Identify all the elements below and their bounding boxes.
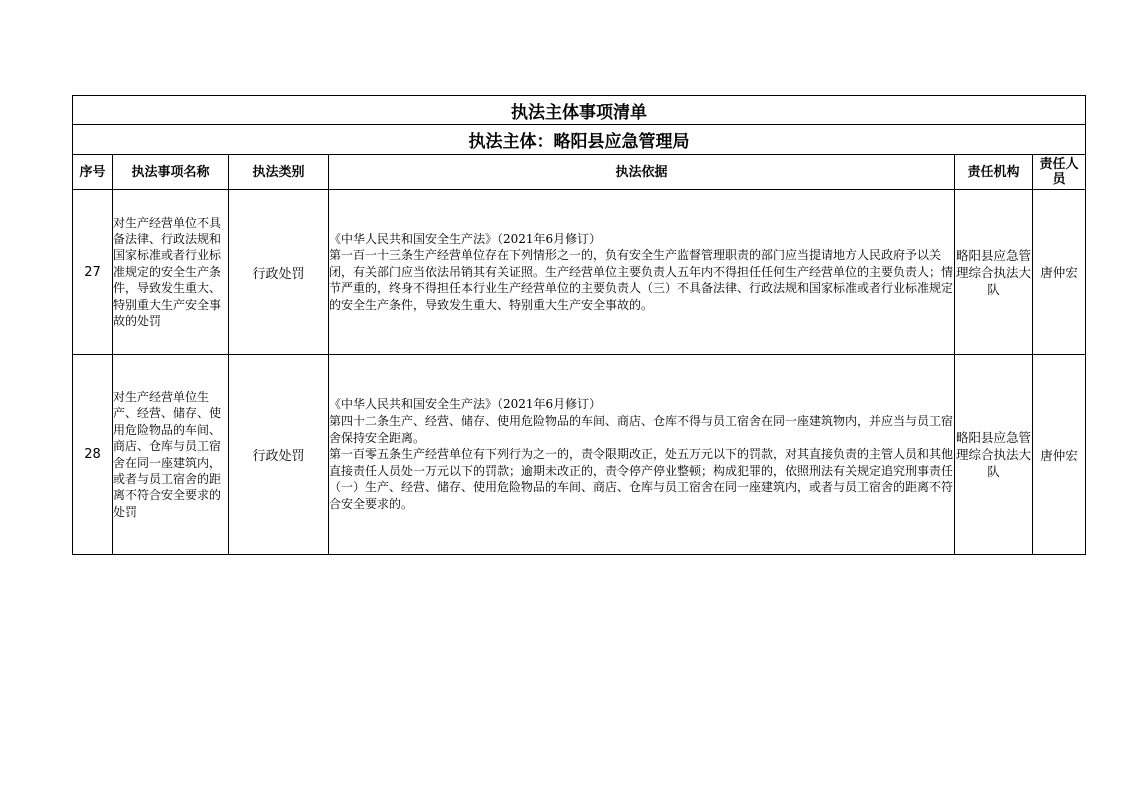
basis-article: 第四十二条生产、经营、储存、使用危险物品的车间、商店、仓库不得与员工宿舍在同一座建筑物内，并应当与员工宿舍保持安全距离。 bbox=[329, 414, 954, 445]
header-org: 责任机构 bbox=[955, 155, 1033, 190]
header-person: 责任人员 bbox=[1033, 155, 1086, 190]
basis-article: 第一百一十三条生产经营单位存在下列情形之一的，负有安全生产监督管理职责的部门应当提请地方人民政府予以关闭，有关部门应当依法吊销其有关证照。生产经营单位主要负责人五年内不得担任任何生产经营单位的主要负责人；情节严重的，终身不得担任本行业生产经营单位的主要负责人（三）不具备法律、行政法规和国家标准或者行业标准规定的安全生产条件，导致发生重大、特别重大生产安全事故的。 bbox=[329, 248, 954, 312]
row-item-name: 对生产经营单位不具备法律、行政法规和国家标准或者行业标准规定的安全生产条件，导致发生重大、特别重大生产安全事故的处罚 bbox=[113, 190, 229, 355]
row-basis bbox=[329, 355, 955, 555]
row-type: 行政处罚 bbox=[229, 355, 329, 555]
row-basis bbox=[329, 190, 955, 355]
row-person: 唐仲宏 bbox=[1033, 190, 1086, 355]
sheet-subtitle: 执法主体：略阳县应急管理局 bbox=[73, 125, 1086, 155]
row-num: 27 bbox=[73, 190, 113, 355]
basis-article: 第一百零五条生产经营单位有下列行为之一的，责令限期改正，处五万元以下的罚款，对其直接负责的主管人员和其他直接责任人员处一万元以下的罚款；逾期未改正的，责令停产停业整顿；构成犯罪的，依照刑法有关规定追究刑事责任（一）生产、经营、储存、使用危险物品的车间、商店、仓库与员工宿舍在同一座建筑内，或者与员工宿舍的距离不符合安全要求的。 bbox=[329, 447, 954, 511]
row-person: 唐仲宏 bbox=[1033, 355, 1086, 555]
row-num: 28 bbox=[73, 355, 113, 555]
row-org: 略阳县应急管理综合执法大队 bbox=[955, 355, 1033, 555]
header-num: 序号 bbox=[73, 155, 113, 190]
enforcement-items-table bbox=[72, 95, 1086, 555]
basis-law-title: 《中华人民共和国安全生产法》（2021年6月修订） bbox=[329, 231, 602, 246]
header-name: 执法事项名称 bbox=[113, 155, 229, 190]
table-row bbox=[73, 190, 1086, 355]
basis-law-title: 《中华人民共和国安全生产法》（2021年6月修订） bbox=[329, 397, 602, 412]
sheet-title: 执法主体事项清单 bbox=[73, 96, 1086, 125]
row-item-name: 对生产经营单位生产、经营、储存、使用危险物品的车间、商店、仓库与员工宿舍在同一座建筑内，或者与员工宿舍的距离不符合安全要求的处罚 bbox=[113, 355, 229, 555]
header-type: 执法类别 bbox=[229, 155, 329, 190]
table-row bbox=[73, 355, 1086, 555]
row-org: 略阳县应急管理综合执法大队 bbox=[955, 190, 1033, 355]
row-type: 行政处罚 bbox=[229, 190, 329, 355]
header-basis: 执法依据 bbox=[329, 155, 955, 190]
